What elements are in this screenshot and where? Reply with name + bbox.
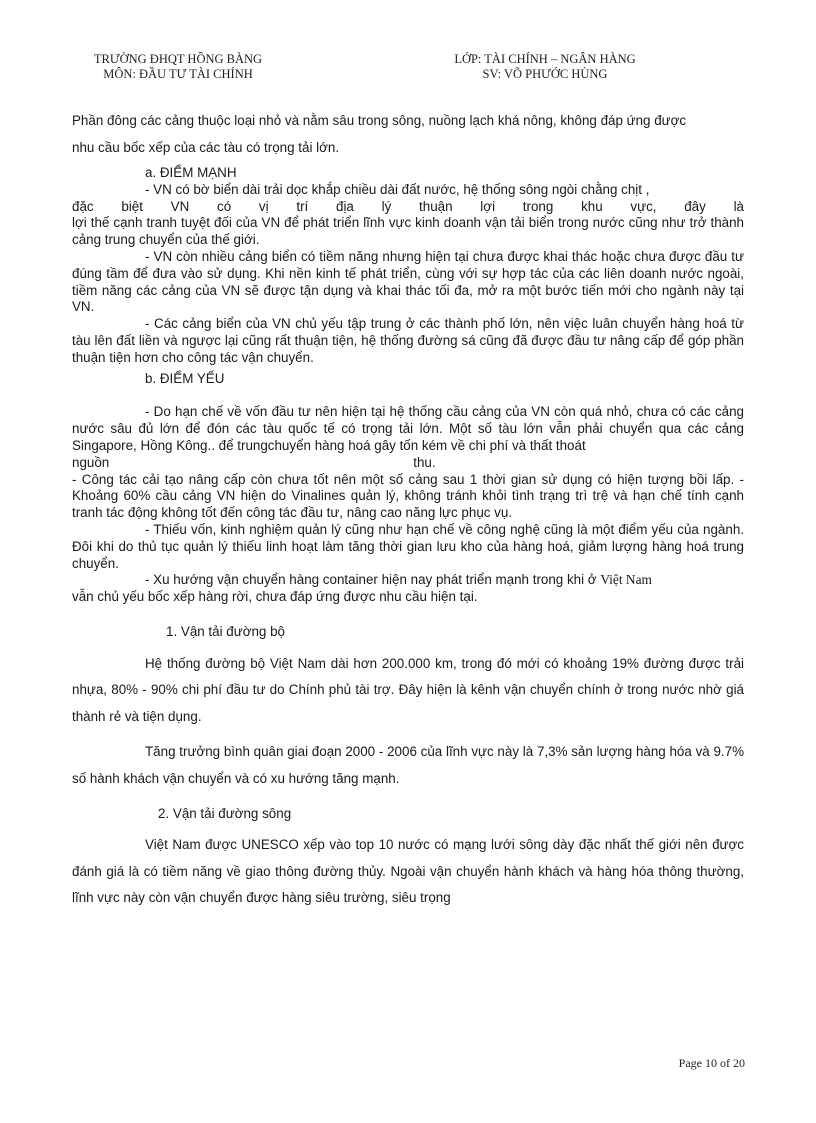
strengths-paragraph-1-rest: lợi thế cạnh tranh tuyệt đối của VN để phát triển lĩnh vực kinh doanh vận tải biển trong nước cũng như trở thành cảng trung chuyển của thế giới. (72, 215, 744, 248)
header-left (68, 52, 288, 82)
road-paragraph-2: Tăng trưởng bình quân giai đoạn 2000 - 2006 của lĩnh vực này là 7,3% sản lượng hàng hóa và 9.7% số hành khách vận chuyển và có xu hướng tăng mạnh. (72, 744, 744, 786)
weaknesses-word-nguon: nguồn (72, 454, 110, 470)
weaknesses-paragraph-4 (72, 572, 744, 589)
river-heading: 2. Vận tải đường sông (158, 806, 292, 822)
intro-line-2: nhu cầu bốc xếp của các tàu có trọng tải lớn. (72, 139, 340, 155)
weaknesses-paragraph-1: - Do hạn chế về vốn đầu tư nên hiện tại hệ thống cầu cảng của VN còn quá nhỏ, chưa có các cảng nước sâu đủ lớn để đón các tàu quốc tế có trọng tải lớn. Một số tàu lớn vẫn phải chuyển qua các cảng Singapore, Hồng Kông.. để trungchuyển hàng hoá gây tốn kém về chi phí và thất thoát (72, 404, 744, 453)
document-body (72, 108, 744, 912)
strengths-paragraph-2: - VN còn nhiều cảng biển có tiềm năng nhưng hiện tại chưa được khai thác hoặc chưa được đầu tư đúng tầm để đưa vào sử dụng. Khi nền kinh tế phát triển, cùng với sự hợp tác của các liên doanh nước ngoài, tiềm năng các cảng của VN sẽ được tận dụng và khai thác tối đa, mở ra một bước tiến mới cho ngành này tại VN. (72, 248, 744, 315)
subject-name: MÔN: ĐẦU TƯ TÀI CHÍNH (103, 67, 253, 81)
school-name: TRƯỜNG ĐHQT HỒNG BÀNG (93, 52, 263, 66)
river-paragraph-1: Việt Nam được UNESCO xếp vào top 10 nước có mạng lưới sông dày đặc nhất thế giới nên được đánh giá là có tiềm năng về giao thông đường thủy. Ngoài vận chuyển hành khách và hàng hóa thông thường, lĩnh vực này còn vận chuyển được hàng siêu trường, siêu trọng (72, 837, 744, 906)
header-right (430, 52, 660, 82)
weaknesses-paragraph-3: - Thiếu vốn, kinh nghiệm quản lý cũng như hạn chế về công nghệ cũng là một điểm yếu của ngành. Đôi khi do thủ tục quản lý thiếu linh hoạt làm tăng thời gian lưu kho của hàng hoá, giảm lượng hàng hoá trung chuyển. (72, 521, 744, 571)
strengths-heading: a. ĐIỂM MẠNH (145, 165, 237, 180)
weaknesses-paragraph-4-end: vẫn chủ yếu bốc xếp hàng rời, chưa đáp ứng được nhu cầu hiện tại. (72, 589, 478, 605)
page-number: Page 10 of 20 (678, 1056, 745, 1070)
strengths-paragraph-3: - Các cảng biển của VN chủ yếu tập trung ở các thành phố lớn, nên việc luân chuyển hàng hoá từ tàu lên đất liền và ngược lại cũng rất thuận tiện, hệ thống đường sá cũng đã được đầu tư nâng cấp để góp phần thuận tiện hơn cho công tác vận chuyển. (72, 316, 744, 365)
intro-line-1: Phần đông các cảng thuộc loại nhỏ và nằm sâu trong sông, nuồng lạch khá nông, không đáp ứng được (72, 113, 687, 128)
weaknesses-paragraph-2: - Công tác cải tạo nâng cấp còn chưa tốt nên một số cảng sau 1 thời gian sử dụng có hiện tượng bồi lấp. - Khoảng 60% cầu cảng VN hiện do Vinalines quản lý, không tránh khỏi tình trạng trì trệ và hạn chế tính cạnh tranh tác động không tốt đến công tác đầu tư, nâng cao năng lực phục vụ. (72, 471, 744, 521)
road-paragraph-1: Hệ thống đường bộ Việt Nam dài hơn 200.000 km, trong đó mới có khoảng 19% đường được trải nhựa, 80% - 90% chi phí đầu tư do Chính phủ tài trợ. Đây hiện là kênh vận chuyển chính ở trong nước nhờ giá thành rẻ và tiện dụng. (72, 655, 744, 724)
road-heading: 1. Vận tải đường bộ (166, 623, 285, 639)
weaknesses-heading: b. ĐIỂM YẾU (145, 370, 225, 386)
strengths-paragraph-1-line-1: - VN có bờ biển dài trải dọc khắp chiều dài đất nước, hệ thống sông ngòi chằng chịt , (145, 181, 650, 197)
weaknesses-paragraph-1-end (72, 455, 744, 472)
class-name: LỚP: TÀI CHÍNH – NGÂN HÀNG (454, 52, 636, 66)
weaknesses-p4-part-a: - Xu hướng vận chuyển hàng container hiện nay phát triển mạnh trong khi ở (145, 572, 601, 588)
weaknesses-p4-vietnam: Việt Nam (600, 572, 652, 588)
student-name: SV: VÕ PHƯỚC HÙNG (482, 67, 608, 81)
weaknesses-word-thu: thu. (413, 454, 436, 470)
strengths-paragraph-1-line-2: đặc biệt VN có vị trí địa lý thuận lợi trong khu vực, đây là (72, 198, 744, 214)
